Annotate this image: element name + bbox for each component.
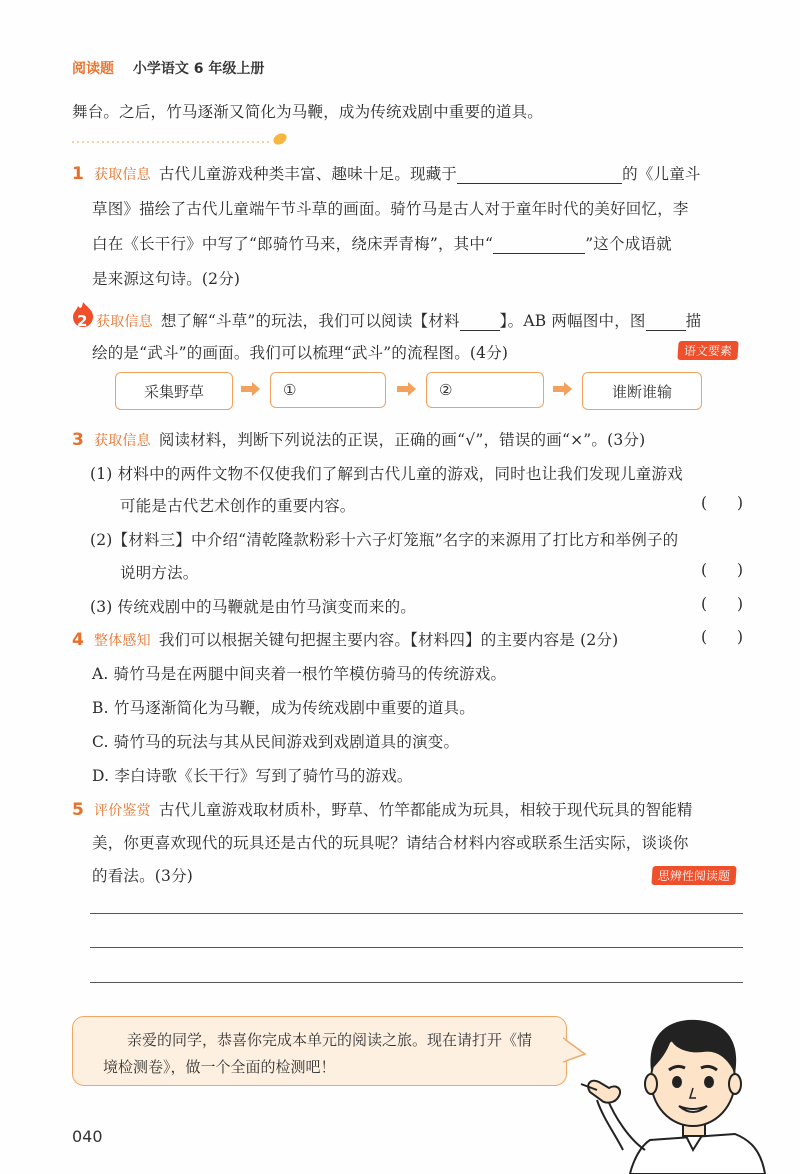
flow-step-2-label: ① — [283, 381, 297, 399]
arrow-right-icon — [397, 381, 417, 397]
cartoon-boy-icon — [575, 1000, 775, 1174]
answer-line[interactable] — [90, 982, 743, 983]
flow-step-4: 谁断谁输 — [582, 372, 702, 410]
q1-line-2: 草图》描绘了古代儿童端午节斗草的画面。骑竹马是古人对于童年时代的美好回忆，李 — [92, 200, 689, 218]
q1-text: 的《儿童斗 — [622, 165, 701, 183]
q1-text: 白在《长干行》中写了“郎骑竹马来，绕床弄青梅”，其中“ — [92, 235, 494, 253]
q4-answer[interactable] — [701, 628, 743, 646]
q1-text: 古代儿童游戏种类丰富、趣味十足。现藏于 — [158, 165, 458, 183]
q2-text: 描 — [685, 312, 702, 330]
q4-option-c[interactable]: C. 骑竹马的玩法与其从民间游戏到戏剧道具的演变。 — [92, 733, 460, 751]
q2-tag: 获取信息 — [96, 314, 153, 330]
paren-right: ) — [736, 595, 743, 613]
q1-tag: 获取信息 — [94, 167, 151, 183]
q2-text: 想了解“斗草”的玩法，我们可以阅读【材料 — [160, 312, 460, 330]
arrow-right-icon — [553, 381, 573, 397]
page-header — [72, 58, 264, 78]
q3-answer-2[interactable] — [701, 561, 743, 579]
answer-line[interactable] — [90, 913, 743, 914]
q3-item-1-line-2: 可能是古代艺术创作的重要内容。 — [120, 497, 356, 515]
paren-left: ( — [700, 494, 707, 512]
paren-left: ( — [700, 595, 707, 613]
paren-left: ( — [700, 561, 707, 579]
q3-item-2-line-1: (2)【材料三】中介绍“清乾隆款粉彩十六子灯笼瓶”名字的来源用了打比方和举例子的 — [90, 531, 679, 549]
top-line: 舞台。之后，竹马逐渐又简化为马鞭，成为传统戏剧中重要的道具。 — [72, 103, 544, 121]
q2-blank-2[interactable] — [646, 312, 686, 331]
q3-line-1 — [72, 428, 645, 450]
flow-step-2[interactable] — [270, 372, 386, 408]
q2-text: 】。AB 两幅图中，图 — [499, 312, 646, 330]
flow-step-1: 采集野草 — [115, 372, 233, 410]
q3-stem: 阅读材料，判断下列说法的正误，正确的画“√”，错误的画“×”。(3分) — [158, 431, 646, 449]
q5-line-3: 的看法。(3分) — [92, 867, 194, 885]
q5-line-1 — [72, 798, 693, 820]
paren-left: ( — [700, 628, 707, 646]
q4-option-a[interactable]: A. 骑竹马是在两腿中间夹着一根竹竿模仿骑马的传统游戏。 — [92, 665, 507, 683]
q5-tag: 评价鉴赏 — [94, 803, 151, 819]
q1-line-1 — [72, 162, 701, 184]
speech-bubble — [72, 1016, 567, 1086]
header-tag: 阅读题 — [72, 61, 114, 77]
flow-step-3[interactable] — [426, 372, 544, 408]
q3-item-1-line-1: (1) 材料中的两件文物不仅使我们了解到古代儿童的游戏，同时也让我们发现儿童游戏 — [90, 465, 683, 483]
answer-line[interactable] — [90, 947, 743, 948]
q5-number: 5 — [72, 800, 85, 820]
header-subtitle: 小学语文 6 年级上册 — [132, 61, 265, 77]
arrow-right-icon — [241, 381, 261, 397]
page-number: 040 — [72, 1127, 103, 1146]
q1-line-4: 是来源这句诗。(2分) — [92, 270, 241, 288]
q5-text: 古代儿童游戏取材质朴，野草、竹竿都能成为玩具，相较于现代玩具的智能精 — [158, 801, 693, 819]
q1-line-3 — [92, 232, 672, 254]
flow-step-3-label: ② — [439, 381, 453, 399]
q4-line-1 — [72, 628, 618, 650]
q3-tag: 获取信息 — [94, 433, 151, 449]
paren-right: ) — [736, 628, 743, 646]
q2-number: 2 — [77, 312, 88, 330]
paren-right: ) — [736, 494, 743, 512]
q4-option-d[interactable]: D. 李白诗歌《长干行》写到了骑竹马的游戏。 — [92, 767, 413, 785]
q3-number: 3 — [72, 430, 85, 450]
q2-blank-1[interactable] — [460, 312, 500, 331]
q3-item-3: (3) 传统戏剧中的马鞭就是由竹马演变而来的。 — [90, 598, 416, 616]
q2-line-2: 绘的是“武斗”的画面。我们可以梳理“武斗”的流程图。(4分) — [92, 344, 509, 362]
q3-answer-1[interactable] — [701, 494, 743, 512]
q3-answer-3[interactable] — [701, 595, 743, 613]
q4-number: 4 — [72, 630, 85, 650]
q4-tag: 整体感知 — [94, 633, 151, 649]
badge-sibian: 思辨性阅读题 — [651, 866, 736, 885]
q1-blank-1[interactable] — [457, 165, 622, 184]
bubble-line-2: 境检测卷》，做一个全面的检测吧！ — [103, 1058, 336, 1076]
bubble-line-1: 亲爱的同学，恭喜你完成本单元的阅读之旅。现在请打开《情 — [127, 1031, 533, 1049]
divider-leaf-icon — [72, 128, 292, 152]
q1-blank-2[interactable] — [493, 235, 585, 254]
badge-yuwen-yaosu: 语文要素 — [677, 341, 738, 360]
q5-line-2: 美，你更喜欢现代的玩具还是古代的玩具呢？请结合材料内容或联系生活实际，谈谈你 — [92, 834, 689, 852]
q4-stem: 我们可以根据关键句把握主要内容。【材料四】的主要内容是 (2分) — [158, 631, 619, 649]
q1-number: 1 — [72, 164, 85, 184]
q1-text: ”这个成语就 — [585, 235, 672, 253]
q3-item-2-line-2: 说明方法。 — [120, 564, 199, 582]
paren-right: ) — [736, 561, 743, 579]
q4-option-b[interactable]: B. 竹马逐渐简化为马鞭，成为传统戏剧中重要的道具。 — [92, 699, 475, 717]
q2-line-1 — [72, 309, 701, 331]
